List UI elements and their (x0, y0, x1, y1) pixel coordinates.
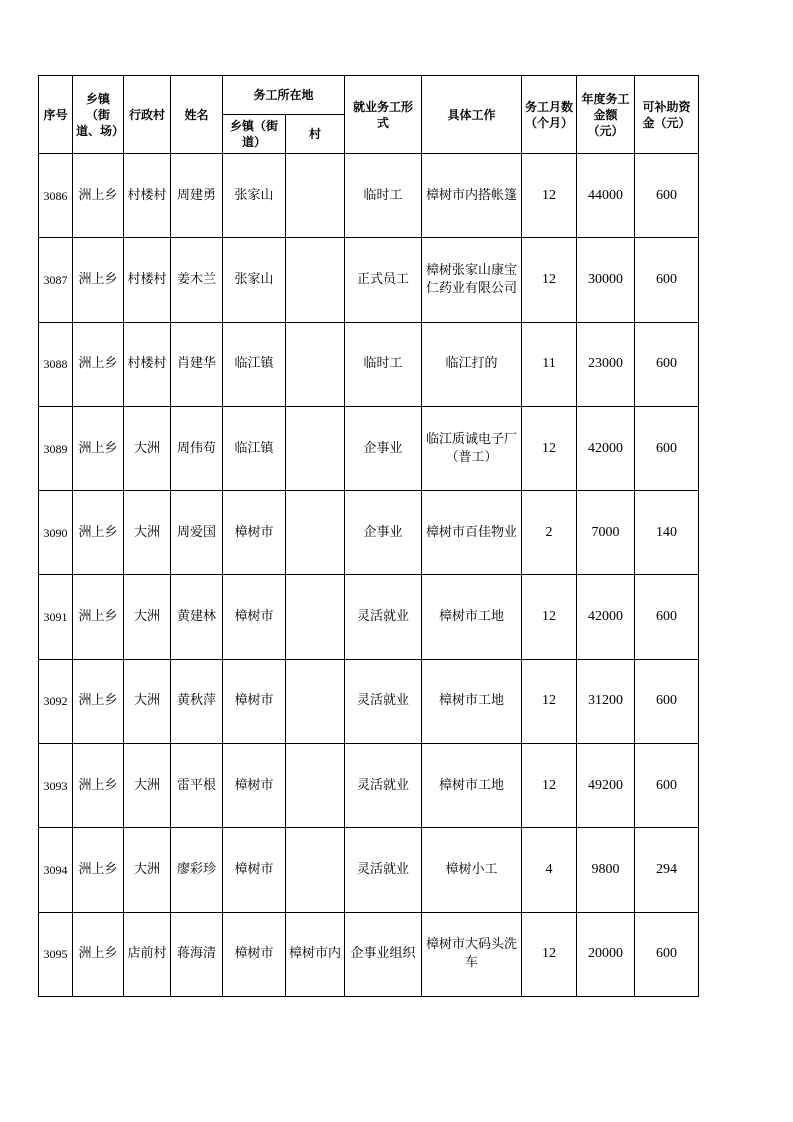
months-cell: 12 (522, 406, 577, 490)
income-cell: 9800 (577, 828, 635, 912)
town-cell: 洲上乡 (73, 322, 124, 406)
work-village-cell (286, 238, 345, 322)
header-income: 年度务工金额（元） (577, 76, 635, 154)
subsidy-cell: 600 (635, 322, 699, 406)
seq-cell: 3094 (39, 828, 73, 912)
job-cell: 临江打的 (422, 322, 522, 406)
name-cell: 蒋海清 (171, 912, 223, 996)
work-village-cell (286, 575, 345, 659)
village-cell: 大洲 (124, 828, 171, 912)
job-cell: 樟树小工 (422, 828, 522, 912)
form-cell: 企事业组织 (345, 912, 422, 996)
work-town-cell: 樟树市 (223, 912, 286, 996)
months-cell: 11 (522, 322, 577, 406)
header-seq: 序号 (39, 76, 73, 154)
subsidy-cell: 600 (635, 659, 699, 743)
job-cell: 樟树市大码头洗车 (422, 912, 522, 996)
header-name: 姓名 (171, 76, 223, 154)
job-cell: 樟树张家山康宝仁药业有限公司 (422, 238, 522, 322)
subsidy-cell: 600 (635, 238, 699, 322)
work-village-cell (286, 828, 345, 912)
subsidy-cell: 600 (635, 406, 699, 490)
income-cell: 31200 (577, 659, 635, 743)
seq-cell: 3089 (39, 406, 73, 490)
subsidy-cell: 600 (635, 154, 699, 238)
work-town-cell: 樟树市 (223, 828, 286, 912)
subsidy-cell: 140 (635, 491, 699, 575)
subsidy-cell: 600 (635, 575, 699, 659)
village-cell: 大洲 (124, 744, 171, 828)
form-cell: 灵活就业 (345, 828, 422, 912)
village-cell: 大洲 (124, 659, 171, 743)
months-cell: 4 (522, 828, 577, 912)
form-cell: 灵活就业 (345, 659, 422, 743)
seq-cell: 3090 (39, 491, 73, 575)
work-village-cell (286, 154, 345, 238)
village-cell: 村楼村 (124, 238, 171, 322)
employment-subsidy-table (38, 75, 699, 997)
header-village: 行政村 (124, 76, 171, 154)
form-cell: 正式员工 (345, 238, 422, 322)
table-row (39, 491, 699, 575)
job-cell: 樟树市百佳物业 (422, 491, 522, 575)
town-cell: 洲上乡 (73, 491, 124, 575)
subsidy-cell: 600 (635, 912, 699, 996)
town-cell: 洲上乡 (73, 659, 124, 743)
job-cell: 樟树市工地 (422, 575, 522, 659)
seq-cell: 3093 (39, 744, 73, 828)
form-cell: 企事业 (345, 491, 422, 575)
header-work-town: 乡镇（街道） (223, 115, 286, 154)
form-cell: 灵活就业 (345, 575, 422, 659)
name-cell: 周建勇 (171, 154, 223, 238)
work-village-cell (286, 322, 345, 406)
seq-cell: 3092 (39, 659, 73, 743)
form-cell: 临时工 (345, 322, 422, 406)
work-town-cell: 张家山 (223, 154, 286, 238)
income-cell: 7000 (577, 491, 635, 575)
town-cell: 洲上乡 (73, 575, 124, 659)
header-row (39, 76, 699, 115)
village-cell: 大洲 (124, 406, 171, 490)
work-village-cell (286, 406, 345, 490)
job-cell: 樟树市内搭帐篷 (422, 154, 522, 238)
months-cell: 12 (522, 154, 577, 238)
work-village-cell (286, 744, 345, 828)
table-row (39, 322, 699, 406)
work-town-cell: 临江镇 (223, 322, 286, 406)
subsidy-cell: 600 (635, 744, 699, 828)
town-cell: 洲上乡 (73, 828, 124, 912)
header-work-village: 村 (286, 115, 345, 154)
income-cell: 42000 (577, 406, 635, 490)
header-months: 务工月数（个月） (522, 76, 577, 154)
work-village-cell (286, 659, 345, 743)
table-row (39, 154, 699, 238)
name-cell: 廖彩珍 (171, 828, 223, 912)
village-cell: 大洲 (124, 491, 171, 575)
town-cell: 洲上乡 (73, 406, 124, 490)
table-row (39, 406, 699, 490)
income-cell: 44000 (577, 154, 635, 238)
table-row (39, 912, 699, 996)
work-town-cell: 临江镇 (223, 406, 286, 490)
job-cell: 临江质诚电子厂（普工） (422, 406, 522, 490)
work-town-cell: 樟树市 (223, 659, 286, 743)
name-cell: 黄秋萍 (171, 659, 223, 743)
income-cell: 30000 (577, 238, 635, 322)
months-cell: 12 (522, 575, 577, 659)
months-cell: 12 (522, 744, 577, 828)
header-town: 乡镇（街道、场） (73, 76, 124, 154)
work-village-cell (286, 491, 345, 575)
work-town-cell: 樟树市 (223, 491, 286, 575)
town-cell: 洲上乡 (73, 154, 124, 238)
subsidy-cell: 294 (635, 828, 699, 912)
income-cell: 42000 (577, 575, 635, 659)
village-cell: 店前村 (124, 912, 171, 996)
seq-cell: 3088 (39, 322, 73, 406)
seq-cell: 3086 (39, 154, 73, 238)
work-village-cell: 樟树市内 (286, 912, 345, 996)
months-cell: 12 (522, 912, 577, 996)
table-row (39, 659, 699, 743)
header-work-location: 务工所在地 (223, 76, 345, 115)
seq-cell: 3087 (39, 238, 73, 322)
income-cell: 49200 (577, 744, 635, 828)
table-row (39, 744, 699, 828)
village-cell: 大洲 (124, 575, 171, 659)
name-cell: 周爱国 (171, 491, 223, 575)
income-cell: 23000 (577, 322, 635, 406)
name-cell: 肖建华 (171, 322, 223, 406)
table-row (39, 828, 699, 912)
job-cell: 樟树市工地 (422, 744, 522, 828)
form-cell: 企事业 (345, 406, 422, 490)
income-cell: 20000 (577, 912, 635, 996)
table-row (39, 575, 699, 659)
form-cell: 灵活就业 (345, 744, 422, 828)
name-cell: 黄建林 (171, 575, 223, 659)
village-cell: 村楼村 (124, 322, 171, 406)
work-town-cell: 樟树市 (223, 744, 286, 828)
work-town-cell: 张家山 (223, 238, 286, 322)
job-cell: 樟树市工地 (422, 659, 522, 743)
table-body (39, 154, 699, 997)
name-cell: 雷平根 (171, 744, 223, 828)
seq-cell: 3091 (39, 575, 73, 659)
seq-cell: 3095 (39, 912, 73, 996)
form-cell: 临时工 (345, 154, 422, 238)
months-cell: 12 (522, 659, 577, 743)
months-cell: 2 (522, 491, 577, 575)
header-job: 具体工作 (422, 76, 522, 154)
header-subsidy: 可补助资金（元） (635, 76, 699, 154)
work-town-cell: 樟树市 (223, 575, 286, 659)
town-cell: 洲上乡 (73, 238, 124, 322)
name-cell: 周伟苟 (171, 406, 223, 490)
table-row (39, 238, 699, 322)
name-cell: 姜木兰 (171, 238, 223, 322)
months-cell: 12 (522, 238, 577, 322)
town-cell: 洲上乡 (73, 744, 124, 828)
town-cell: 洲上乡 (73, 912, 124, 996)
village-cell: 村楼村 (124, 154, 171, 238)
header-form: 就业务工形式 (345, 76, 422, 154)
